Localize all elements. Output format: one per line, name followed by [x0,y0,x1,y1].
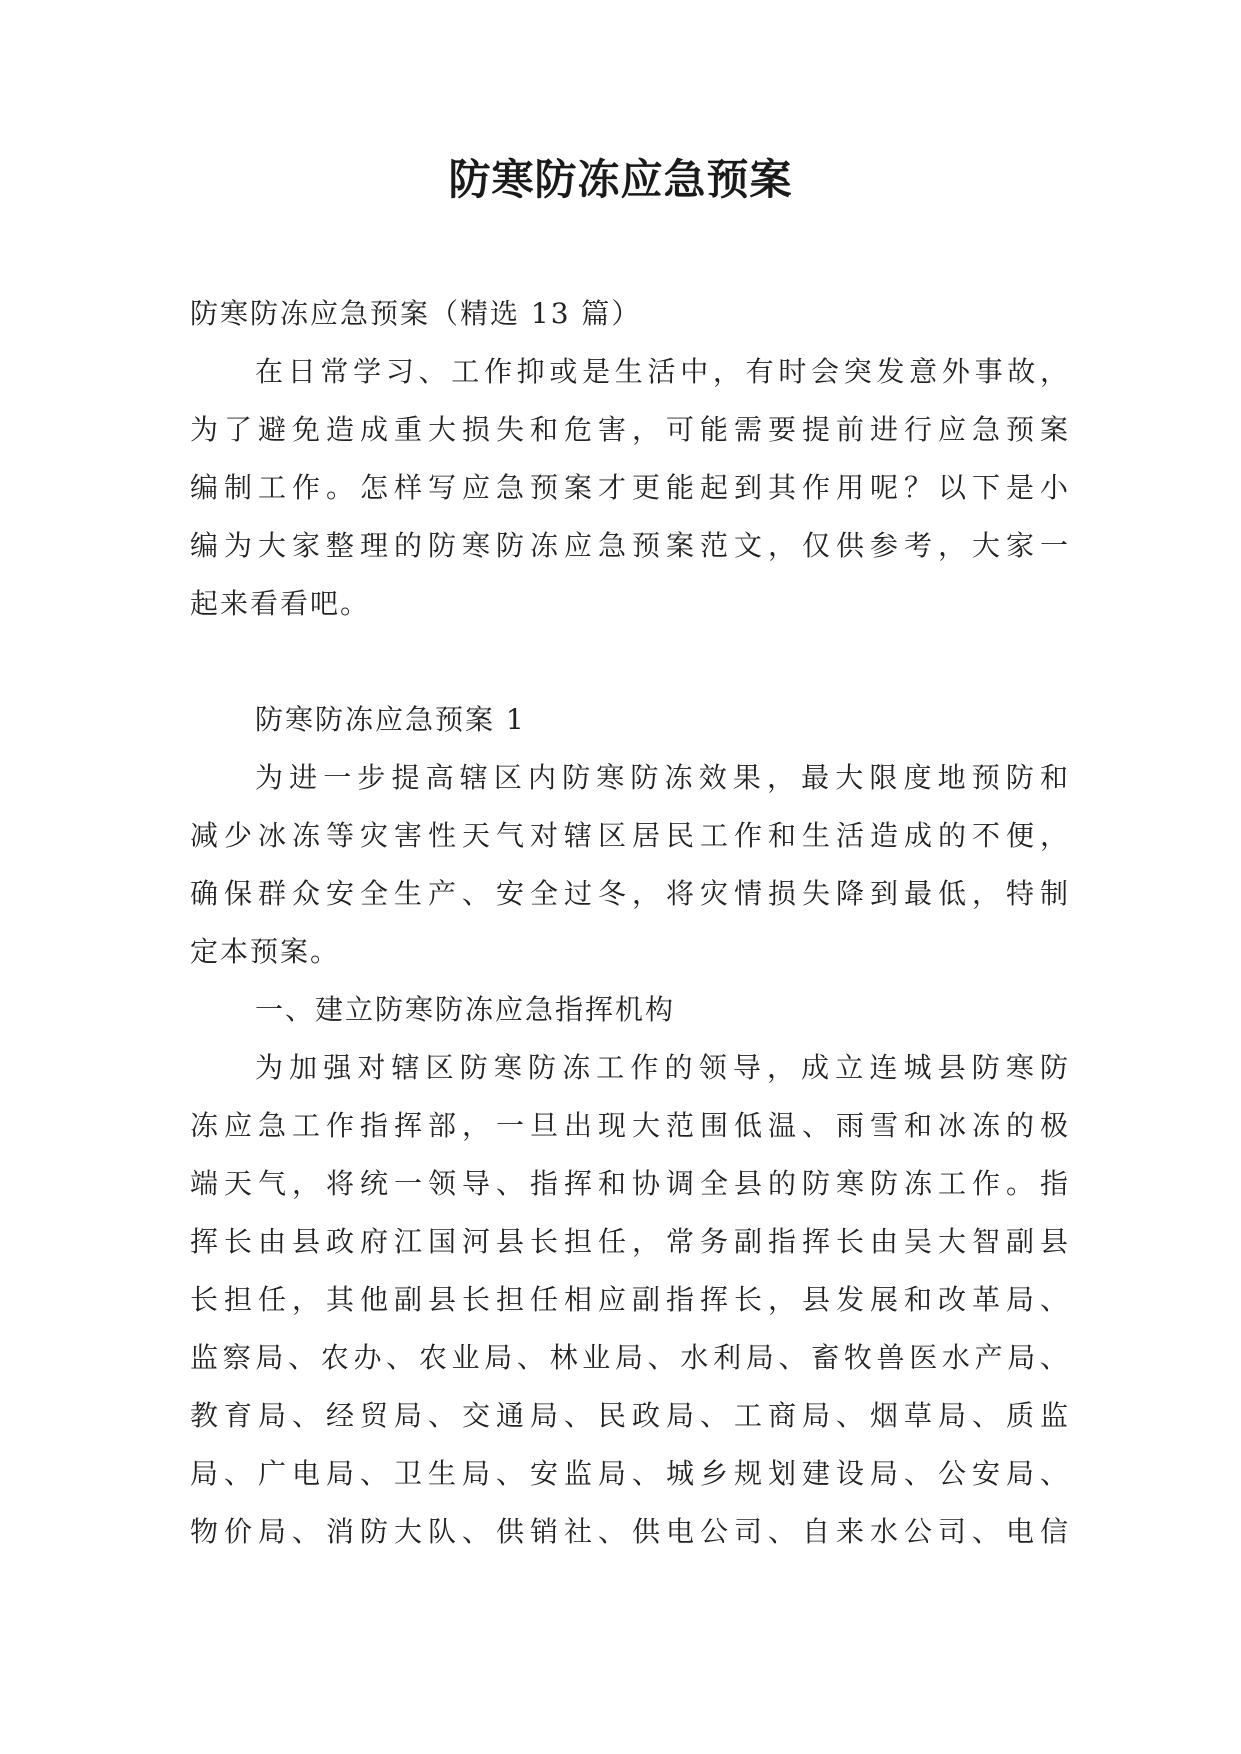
part-line: 端天气，将统一领导、指挥和协调全县的防寒防冻工作。指 [190,1167,1070,1200]
part-line: 物价局、消防大队、供销社、供电公司、自来水公司、电信 [190,1515,1070,1548]
part-line: 监察局、农办、农业局、林业局、水利局、畜牧兽医水产局、 [190,1341,1070,1374]
intro-line: 编为大家整理的防寒防冻应急预案范文，仅供参考，大家一 [190,529,1070,562]
intro-line: 为了避免造成重大损失和危害，可能需要提前进行应急预案 [190,413,1070,446]
part-line: 挥长由县政府江国河县长担任，常务副指挥长由吴大智副县 [190,1225,1070,1258]
intro-line: 编制工作。怎样写应急预案才更能起到其作用呢？以下是小 [190,471,1070,504]
document-title: 防寒防冻应急预案 [448,155,793,204]
section-heading: 防寒防冻应急预案 1 [255,703,526,736]
part-heading: 一、建立防寒防冻应急指挥机构 [255,993,676,1026]
intro-line: 起来看看吧。 [190,587,371,620]
part-line: 长担任，其他副县长担任相应副指挥长，县发展和改革局、 [190,1283,1070,1316]
section-line: 减少冰冻等灾害性天气对辖区居民工作和生活造成的不便， [190,819,1070,852]
part-line: 局、广电局、卫生局、安监局、城乡规划建设局、公安局、 [190,1457,1070,1490]
document-subtitle: 防寒防冻应急预案（精选 13 篇） [190,297,642,330]
part-line: 冻应急工作指挥部，一旦出现大范围低温、雨雪和冰冻的极 [190,1109,1070,1142]
paragraph-gap [190,633,1070,691]
intro-line: 在日常学习、工作抑或是生活中，有时会突发意外事故， [255,355,1070,388]
document-body [190,285,1070,1561]
part-line: 为加强对辖区防寒防冻工作的领导，成立连城县防寒防 [255,1051,1070,1084]
part-line: 教育局、经贸局、交通局、民政局、工商局、烟草局、质监 [190,1399,1070,1432]
section-line: 确保群众安全生产、安全过冬，将灾情损失降到最低，特制 [190,877,1070,910]
section-line: 定本预案。 [190,935,341,968]
section-line: 为进一步提高辖区内防寒防冻效果，最大限度地预防和 [255,761,1070,794]
